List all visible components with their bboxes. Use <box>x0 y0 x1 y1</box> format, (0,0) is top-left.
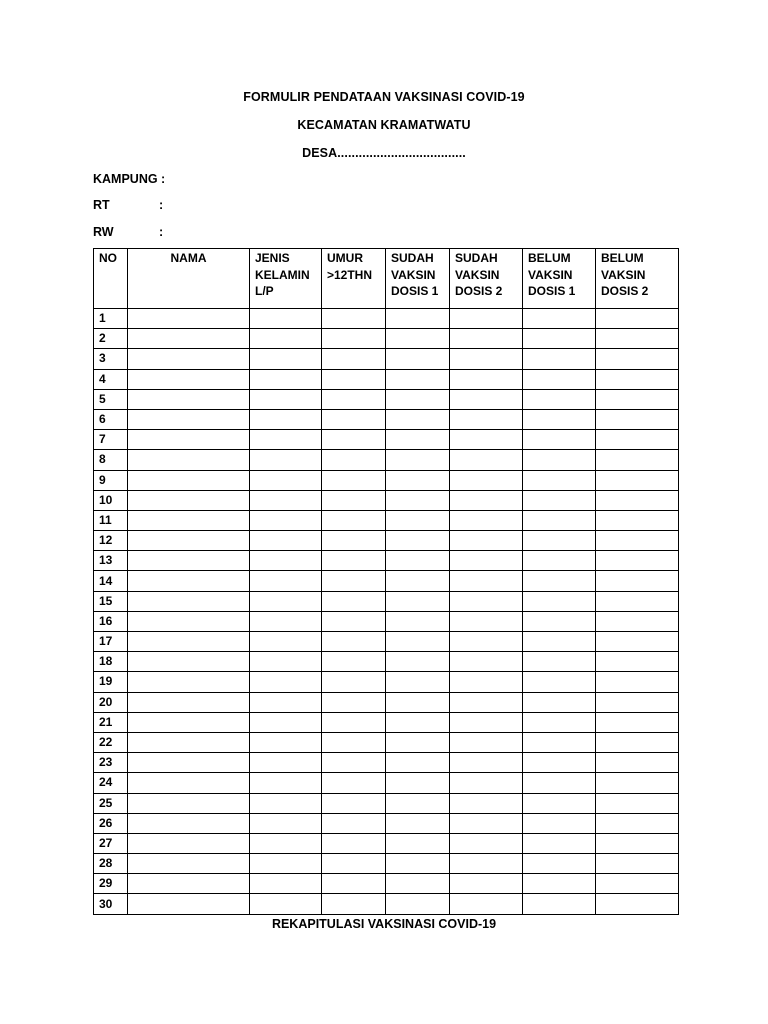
belum-dosis-1-cell[interactable] <box>523 652 596 672</box>
belum-dosis-2-cell[interactable] <box>596 813 679 833</box>
belum-dosis-2-cell[interactable] <box>596 611 679 631</box>
sudah-dosis-1-cell[interactable] <box>386 833 450 853</box>
sudah-dosis-2-cell[interactable] <box>450 409 523 429</box>
umur-cell[interactable] <box>322 874 386 894</box>
nama-cell[interactable] <box>128 672 250 692</box>
nama-cell[interactable] <box>128 854 250 874</box>
row-number: 24 <box>94 773 128 793</box>
belum-dosis-1-cell[interactable] <box>523 470 596 490</box>
belum-dosis-2-cell[interactable] <box>596 490 679 510</box>
nama-cell[interactable] <box>128 470 250 490</box>
sudah-dosis-1-cell[interactable] <box>386 632 450 652</box>
umur-cell[interactable] <box>322 571 386 591</box>
umur-cell[interactable] <box>322 652 386 672</box>
nama-cell[interactable] <box>128 571 250 591</box>
nama-cell[interactable] <box>128 531 250 551</box>
belum-dosis-1-cell[interactable] <box>523 349 596 369</box>
sudah-dosis-1-cell[interactable] <box>386 490 450 510</box>
belum-dosis-2-cell[interactable] <box>596 309 679 329</box>
jenis-kelamin-cell[interactable] <box>250 430 322 450</box>
belum-dosis-2-cell[interactable] <box>596 510 679 530</box>
belum-dosis-1-cell[interactable] <box>523 571 596 591</box>
sudah-dosis-2-cell[interactable] <box>450 833 523 853</box>
sudah-dosis-2-cell[interactable] <box>450 652 523 672</box>
belum-dosis-1-cell[interactable] <box>523 753 596 773</box>
table-row <box>94 753 679 773</box>
sudah-dosis-1-cell[interactable] <box>386 430 450 450</box>
row-number: 9 <box>94 470 128 490</box>
sudah-dosis-1-cell[interactable] <box>386 450 450 470</box>
sudah-dosis-1-cell[interactable] <box>386 309 450 329</box>
umur-cell[interactable] <box>322 369 386 389</box>
belum-dosis-1-cell[interactable] <box>523 430 596 450</box>
column-header-belum-dosis-2: BELUM VAKSIN DOSIS 2 <box>596 249 679 309</box>
table-row <box>94 732 679 752</box>
table-row <box>94 389 679 409</box>
belum-dosis-2-cell[interactable] <box>596 349 679 369</box>
sudah-dosis-2-cell[interactable] <box>450 854 523 874</box>
table-row <box>94 611 679 631</box>
nama-cell[interactable] <box>128 611 250 631</box>
sudah-dosis-2-cell[interactable] <box>450 531 523 551</box>
umur-cell[interactable] <box>322 531 386 551</box>
belum-dosis-2-cell[interactable] <box>596 692 679 712</box>
column-header-nama: NAMA <box>128 249 250 309</box>
nama-cell[interactable] <box>128 793 250 813</box>
column-header-no: NO <box>94 249 128 309</box>
table-row <box>94 874 679 894</box>
rt-label: RT <box>93 198 110 212</box>
table-row <box>94 450 679 470</box>
umur-cell[interactable] <box>322 450 386 470</box>
belum-dosis-2-cell[interactable] <box>596 389 679 409</box>
sudah-dosis-2-cell[interactable] <box>450 773 523 793</box>
belum-dosis-1-cell[interactable] <box>523 874 596 894</box>
sudah-dosis-2-cell[interactable] <box>450 389 523 409</box>
rt-field <box>93 198 163 212</box>
umur-cell[interactable] <box>322 894 386 914</box>
umur-cell[interactable] <box>322 753 386 773</box>
nama-cell[interactable] <box>128 369 250 389</box>
row-number: 7 <box>94 430 128 450</box>
table-row <box>94 833 679 853</box>
row-number: 5 <box>94 389 128 409</box>
jenis-kelamin-cell[interactable] <box>250 551 322 571</box>
jenis-kelamin-cell[interactable] <box>250 531 322 551</box>
umur-cell[interactable] <box>322 309 386 329</box>
umur-cell[interactable] <box>322 793 386 813</box>
rekapitulasi-title: REKAPITULASI VAKSINASI COVID-19 <box>271 917 497 931</box>
belum-dosis-1-cell[interactable] <box>523 732 596 752</box>
row-number: 28 <box>94 854 128 874</box>
row-number: 14 <box>94 571 128 591</box>
umur-cell[interactable] <box>322 712 386 732</box>
belum-dosis-1-cell[interactable] <box>523 369 596 389</box>
sudah-dosis-1-cell[interactable] <box>386 894 450 914</box>
column-header-sudah-dosis-1: SUDAH VAKSIN DOSIS 1 <box>386 249 450 309</box>
belum-dosis-1-cell[interactable] <box>523 450 596 470</box>
table-row <box>94 773 679 793</box>
belum-dosis-1-cell[interactable] <box>523 591 596 611</box>
row-number: 2 <box>94 329 128 349</box>
nama-cell[interactable] <box>128 409 250 429</box>
jenis-kelamin-cell[interactable] <box>250 773 322 793</box>
sudah-dosis-2-cell[interactable] <box>450 490 523 510</box>
table-row <box>94 551 679 571</box>
belum-dosis-2-cell[interactable] <box>596 329 679 349</box>
sudah-dosis-2-cell[interactable] <box>450 470 523 490</box>
umur-cell[interactable] <box>322 732 386 752</box>
table-row <box>94 531 679 551</box>
belum-dosis-2-cell[interactable] <box>596 793 679 813</box>
sudah-dosis-1-cell[interactable] <box>386 409 450 429</box>
nama-cell[interactable] <box>128 490 250 510</box>
row-number: 11 <box>94 510 128 530</box>
row-number: 18 <box>94 652 128 672</box>
jenis-kelamin-cell[interactable] <box>250 753 322 773</box>
row-number: 20 <box>94 692 128 712</box>
sudah-dosis-1-cell[interactable] <box>386 854 450 874</box>
sudah-dosis-1-cell[interactable] <box>386 591 450 611</box>
belum-dosis-1-cell[interactable] <box>523 813 596 833</box>
belum-dosis-1-cell[interactable] <box>523 894 596 914</box>
sudah-dosis-1-cell[interactable] <box>386 470 450 490</box>
sudah-dosis-2-cell[interactable] <box>450 753 523 773</box>
belum-dosis-1-cell[interactable] <box>523 329 596 349</box>
jenis-kelamin-cell[interactable] <box>250 854 322 874</box>
umur-cell[interactable] <box>322 672 386 692</box>
jenis-kelamin-cell[interactable] <box>250 349 322 369</box>
nama-cell[interactable] <box>128 712 250 732</box>
sudah-dosis-2-cell[interactable] <box>450 571 523 591</box>
kecamatan-heading: KECAMATAN KRAMATWATU <box>297 118 471 132</box>
belum-dosis-2-cell[interactable] <box>596 652 679 672</box>
nama-cell[interactable] <box>128 450 250 470</box>
jenis-kelamin-cell[interactable] <box>250 833 322 853</box>
umur-cell[interactable] <box>322 813 386 833</box>
jenis-kelamin-cell[interactable] <box>250 409 322 429</box>
table-row <box>94 793 679 813</box>
jenis-kelamin-cell[interactable] <box>250 490 322 510</box>
sudah-dosis-1-cell[interactable] <box>386 793 450 813</box>
column-header-jenis-kelamin: JENIS KELAMIN L/P <box>250 249 322 309</box>
column-header-sudah-dosis-2: SUDAH VAKSIN DOSIS 2 <box>450 249 523 309</box>
nama-cell[interactable] <box>128 591 250 611</box>
sudah-dosis-1-cell[interactable] <box>386 672 450 692</box>
sudah-dosis-1-cell[interactable] <box>386 510 450 530</box>
sudah-dosis-1-cell[interactable] <box>386 389 450 409</box>
sudah-dosis-2-cell[interactable] <box>450 309 523 329</box>
desa-heading: DESA.................................... <box>302 146 466 160</box>
jenis-kelamin-cell[interactable] <box>250 611 322 631</box>
nama-cell[interactable] <box>128 389 250 409</box>
belum-dosis-2-cell[interactable] <box>596 753 679 773</box>
belum-dosis-2-cell[interactable] <box>596 632 679 652</box>
nama-cell[interactable] <box>128 632 250 652</box>
belum-dosis-2-cell[interactable] <box>596 450 679 470</box>
row-number: 21 <box>94 712 128 732</box>
umur-cell[interactable] <box>322 510 386 530</box>
table-row <box>94 652 679 672</box>
table-row <box>94 309 679 329</box>
table-row <box>94 591 679 611</box>
umur-cell[interactable] <box>322 329 386 349</box>
belum-dosis-1-cell[interactable] <box>523 632 596 652</box>
belum-dosis-1-cell[interactable] <box>523 854 596 874</box>
belum-dosis-2-cell[interactable] <box>596 732 679 752</box>
jenis-kelamin-cell[interactable] <box>250 793 322 813</box>
sudah-dosis-2-cell[interactable] <box>450 894 523 914</box>
row-number: 23 <box>94 753 128 773</box>
belum-dosis-1-cell[interactable] <box>523 531 596 551</box>
rw-label: RW <box>93 225 114 239</box>
belum-dosis-2-cell[interactable] <box>596 833 679 853</box>
nama-cell[interactable] <box>128 773 250 793</box>
row-number: 30 <box>94 894 128 914</box>
belum-dosis-2-cell[interactable] <box>596 571 679 591</box>
sudah-dosis-2-cell[interactable] <box>450 813 523 833</box>
row-number: 16 <box>94 611 128 631</box>
umur-cell[interactable] <box>322 470 386 490</box>
umur-cell[interactable] <box>322 490 386 510</box>
sudah-dosis-2-cell[interactable] <box>450 611 523 631</box>
rw-field <box>93 225 163 239</box>
jenis-kelamin-cell[interactable] <box>250 369 322 389</box>
row-number: 19 <box>94 672 128 692</box>
umur-cell[interactable] <box>322 349 386 369</box>
row-number: 3 <box>94 349 128 369</box>
sudah-dosis-2-cell[interactable] <box>450 510 523 530</box>
row-number: 12 <box>94 531 128 551</box>
belum-dosis-1-cell[interactable] <box>523 409 596 429</box>
nama-cell[interactable] <box>128 833 250 853</box>
table-header-row <box>94 249 679 309</box>
umur-cell[interactable] <box>322 551 386 571</box>
sudah-dosis-2-cell[interactable] <box>450 349 523 369</box>
sudah-dosis-2-cell[interactable] <box>450 672 523 692</box>
belum-dosis-1-cell[interactable] <box>523 490 596 510</box>
sudah-dosis-2-cell[interactable] <box>450 430 523 450</box>
belum-dosis-2-cell[interactable] <box>596 409 679 429</box>
jenis-kelamin-cell[interactable] <box>250 632 322 652</box>
table-row <box>94 490 679 510</box>
row-number: 13 <box>94 551 128 571</box>
row-number: 15 <box>94 591 128 611</box>
sudah-dosis-2-cell[interactable] <box>450 732 523 752</box>
nama-cell[interactable] <box>128 732 250 752</box>
sudah-dosis-1-cell[interactable] <box>386 531 450 551</box>
sudah-dosis-2-cell[interactable] <box>450 450 523 470</box>
nama-cell[interactable] <box>128 874 250 894</box>
table-row <box>94 813 679 833</box>
umur-cell[interactable] <box>322 773 386 793</box>
nama-cell[interactable] <box>128 510 250 530</box>
belum-dosis-2-cell[interactable] <box>596 773 679 793</box>
belum-dosis-2-cell[interactable] <box>596 874 679 894</box>
nama-cell[interactable] <box>128 329 250 349</box>
sudah-dosis-1-cell[interactable] <box>386 329 450 349</box>
form-title: FORMULIR PENDATAAN VAKSINASI COVID-19 <box>243 90 525 104</box>
umur-cell[interactable] <box>322 591 386 611</box>
table-row <box>94 430 679 450</box>
belum-dosis-1-cell[interactable] <box>523 793 596 813</box>
column-header-umur: UMUR >12THN <box>322 249 386 309</box>
table-row <box>94 571 679 591</box>
sudah-dosis-2-cell[interactable] <box>450 793 523 813</box>
jenis-kelamin-cell[interactable] <box>250 692 322 712</box>
nama-cell[interactable] <box>128 894 250 914</box>
table-row <box>94 409 679 429</box>
jenis-kelamin-cell[interactable] <box>250 329 322 349</box>
sudah-dosis-2-cell[interactable] <box>450 329 523 349</box>
jenis-kelamin-cell[interactable] <box>250 672 322 692</box>
jenis-kelamin-cell[interactable] <box>250 712 322 732</box>
table-row <box>94 632 679 652</box>
umur-cell[interactable] <box>322 692 386 712</box>
sudah-dosis-1-cell[interactable] <box>386 611 450 631</box>
sudah-dosis-1-cell[interactable] <box>386 874 450 894</box>
table-row <box>94 712 679 732</box>
belum-dosis-1-cell[interactable] <box>523 510 596 530</box>
nama-cell[interactable] <box>128 813 250 833</box>
belum-dosis-2-cell[interactable] <box>596 591 679 611</box>
jenis-kelamin-cell[interactable] <box>250 591 322 611</box>
row-number: 10 <box>94 490 128 510</box>
umur-cell[interactable] <box>322 854 386 874</box>
jenis-kelamin-cell[interactable] <box>250 450 322 470</box>
belum-dosis-2-cell[interactable] <box>596 672 679 692</box>
nama-cell[interactable] <box>128 652 250 672</box>
nama-cell[interactable] <box>128 692 250 712</box>
belum-dosis-1-cell[interactable] <box>523 389 596 409</box>
table-body <box>94 309 679 915</box>
umur-cell[interactable] <box>322 409 386 429</box>
sudah-dosis-1-cell[interactable] <box>386 813 450 833</box>
sudah-dosis-1-cell[interactable] <box>386 551 450 571</box>
table-row <box>94 894 679 914</box>
jenis-kelamin-cell[interactable] <box>250 813 322 833</box>
sudah-dosis-1-cell[interactable] <box>386 712 450 732</box>
sudah-dosis-2-cell[interactable] <box>450 591 523 611</box>
umur-cell[interactable] <box>322 389 386 409</box>
row-number: 4 <box>94 369 128 389</box>
rw-colon: : <box>159 225 164 239</box>
nama-cell[interactable] <box>128 430 250 450</box>
umur-cell[interactable] <box>322 833 386 853</box>
jenis-kelamin-cell[interactable] <box>250 389 322 409</box>
nama-cell[interactable] <box>128 309 250 329</box>
sudah-dosis-1-cell[interactable] <box>386 571 450 591</box>
kampung-field <box>93 172 165 186</box>
sudah-dosis-1-cell[interactable] <box>386 369 450 389</box>
belum-dosis-2-cell[interactable] <box>596 894 679 914</box>
table-row <box>94 369 679 389</box>
sudah-dosis-2-cell[interactable] <box>450 632 523 652</box>
table-row <box>94 672 679 692</box>
row-number: 25 <box>94 793 128 813</box>
sudah-dosis-1-cell[interactable] <box>386 692 450 712</box>
vaccination-data-table <box>93 248 679 915</box>
belum-dosis-1-cell[interactable] <box>523 309 596 329</box>
belum-dosis-2-cell[interactable] <box>596 551 679 571</box>
belum-dosis-1-cell[interactable] <box>523 672 596 692</box>
row-number: 17 <box>94 632 128 652</box>
sudah-dosis-2-cell[interactable] <box>450 712 523 732</box>
belum-dosis-2-cell[interactable] <box>596 854 679 874</box>
nama-cell[interactable] <box>128 551 250 571</box>
row-number: 8 <box>94 450 128 470</box>
kampung-label: KAMPUNG : <box>93 172 166 186</box>
sudah-dosis-2-cell[interactable] <box>450 692 523 712</box>
belum-dosis-1-cell[interactable] <box>523 611 596 631</box>
belum-dosis-1-cell[interactable] <box>523 712 596 732</box>
belum-dosis-2-cell[interactable] <box>596 712 679 732</box>
sudah-dosis-1-cell[interactable] <box>386 349 450 369</box>
belum-dosis-1-cell[interactable] <box>523 692 596 712</box>
belum-dosis-2-cell[interactable] <box>596 430 679 450</box>
sudah-dosis-1-cell[interactable] <box>386 753 450 773</box>
jenis-kelamin-cell[interactable] <box>250 309 322 329</box>
belum-dosis-1-cell[interactable] <box>523 773 596 793</box>
jenis-kelamin-cell[interactable] <box>250 652 322 672</box>
umur-cell[interactable] <box>322 611 386 631</box>
belum-dosis-2-cell[interactable] <box>596 470 679 490</box>
belum-dosis-1-cell[interactable] <box>523 551 596 571</box>
sudah-dosis-1-cell[interactable] <box>386 732 450 752</box>
jenis-kelamin-cell[interactable] <box>250 874 322 894</box>
nama-cell[interactable] <box>128 349 250 369</box>
jenis-kelamin-cell[interactable] <box>250 894 322 914</box>
sudah-dosis-2-cell[interactable] <box>450 551 523 571</box>
row-number: 1 <box>94 309 128 329</box>
table-row <box>94 854 679 874</box>
belum-dosis-2-cell[interactable] <box>596 531 679 551</box>
table-row <box>94 510 679 530</box>
column-header-belum-dosis-1: BELUM VAKSIN DOSIS 1 <box>523 249 596 309</box>
table-row <box>94 470 679 490</box>
sudah-dosis-1-cell[interactable] <box>386 773 450 793</box>
belum-dosis-1-cell[interactable] <box>523 833 596 853</box>
sudah-dosis-2-cell[interactable] <box>450 369 523 389</box>
table-row <box>94 329 679 349</box>
jenis-kelamin-cell[interactable] <box>250 732 322 752</box>
sudah-dosis-1-cell[interactable] <box>386 652 450 672</box>
belum-dosis-2-cell[interactable] <box>596 369 679 389</box>
table-row <box>94 692 679 712</box>
umur-cell[interactable] <box>322 632 386 652</box>
jenis-kelamin-cell[interactable] <box>250 510 322 530</box>
row-number: 22 <box>94 732 128 752</box>
jenis-kelamin-cell[interactable] <box>250 571 322 591</box>
rt-colon: : <box>159 198 164 212</box>
umur-cell[interactable] <box>322 430 386 450</box>
sudah-dosis-2-cell[interactable] <box>450 874 523 894</box>
nama-cell[interactable] <box>128 753 250 773</box>
row-number: 27 <box>94 833 128 853</box>
row-number: 29 <box>94 874 128 894</box>
table-row <box>94 349 679 369</box>
row-number: 6 <box>94 409 128 429</box>
jenis-kelamin-cell[interactable] <box>250 470 322 490</box>
row-number: 26 <box>94 813 128 833</box>
